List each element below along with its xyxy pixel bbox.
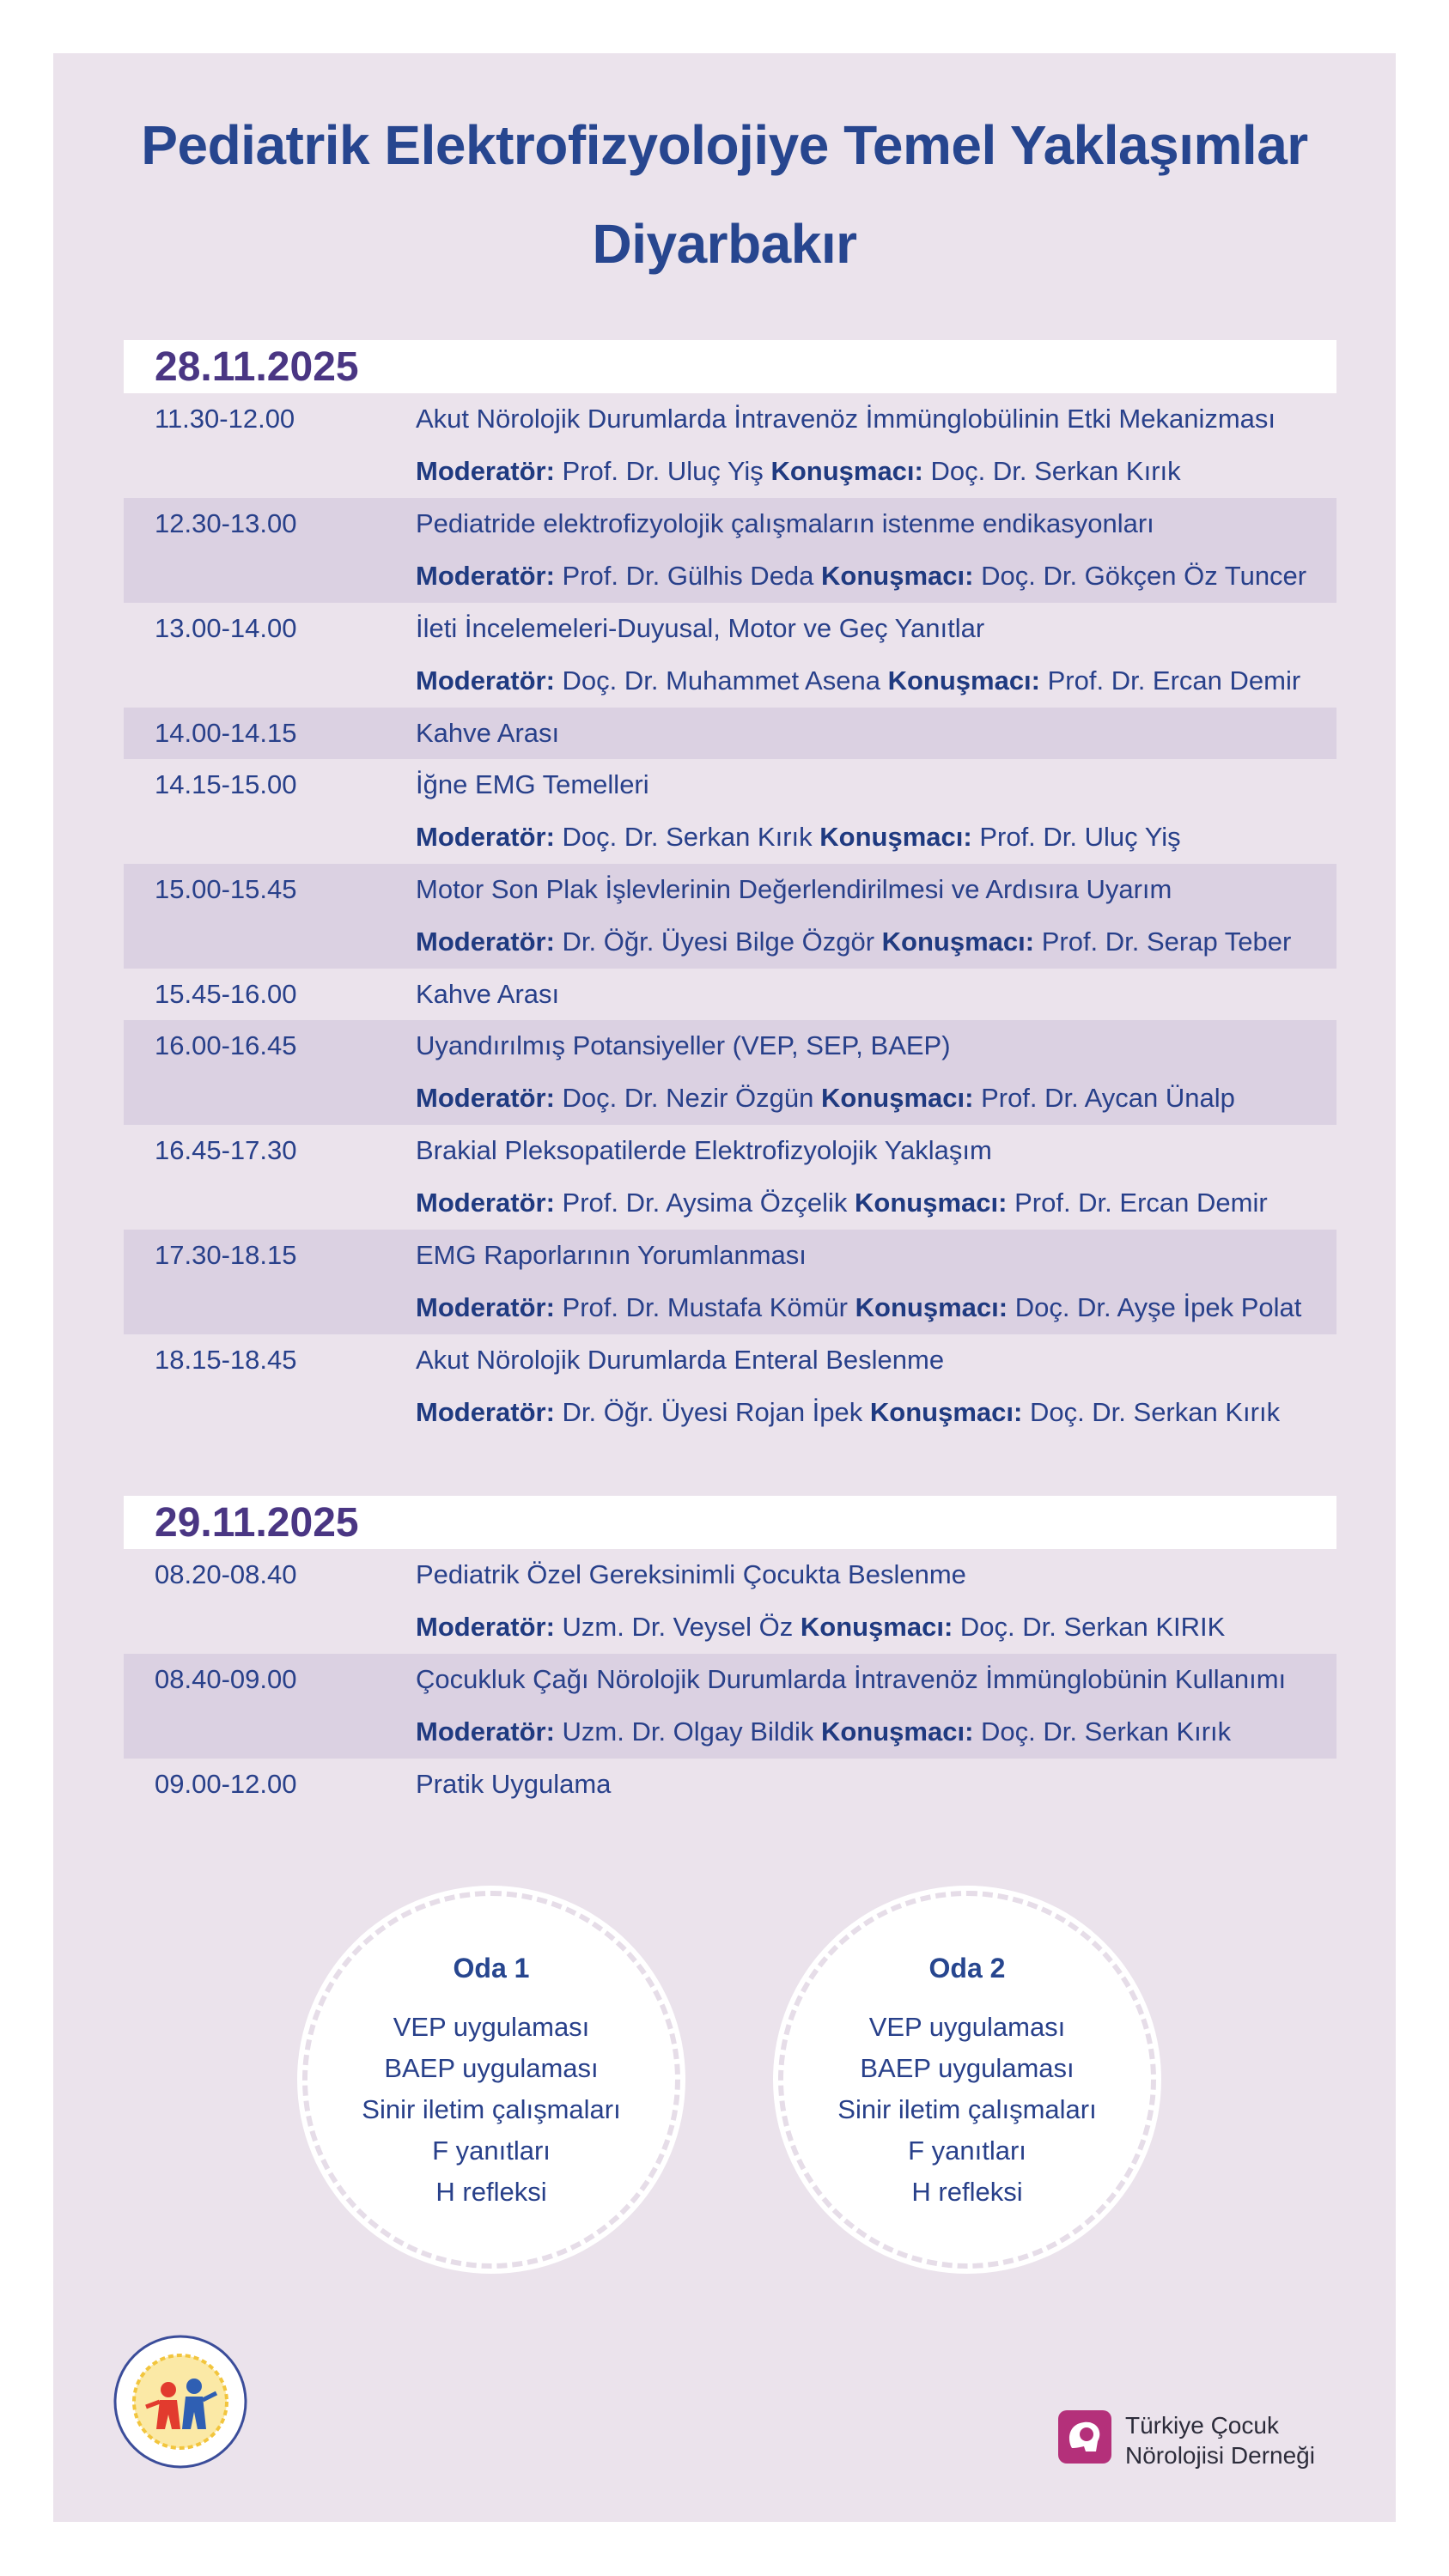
day-1-date: 28.11.2025 — [155, 344, 359, 390]
room-1-item: Sinir iletim çalışmaları — [362, 2094, 621, 2124]
speaker-label: Konuşmacı: — [770, 456, 923, 486]
day-1-schedule — [124, 340, 1336, 1439]
session-people — [416, 822, 1181, 853]
moderator-label: Moderatör: — [416, 822, 555, 852]
speaker-label: Konuşmacı: — [855, 1292, 1008, 1322]
session-time: 16.00-16.45 — [155, 1030, 297, 1060]
moderator-label: Moderatör: — [416, 456, 555, 486]
moderator-label: Moderatör: — [416, 1188, 555, 1218]
session-row — [124, 708, 1336, 759]
session-row — [124, 759, 1336, 864]
moderator-name: Prof. Dr. Uluç Yiş — [562, 456, 764, 486]
session-topic: Kahve Arası — [416, 979, 560, 1009]
session-topic: Akut Nörolojik Durumlarda Enteral Beslenme — [416, 1345, 945, 1375]
session-row — [124, 603, 1336, 708]
session-people — [416, 1612, 1225, 1643]
session-topic: Çocukluk Çağı Nörolojik Durumlarda İntravenöz İmmünglobünin Kullanımı — [416, 1664, 1287, 1694]
speaker-name: Prof. Dr. Uluç Yiş — [979, 822, 1181, 852]
room-2-item: F yanıtları — [908, 2136, 1026, 2166]
program-city: Diyarbakır — [592, 213, 857, 275]
session-topic: Akut Nörolojik Durumlarda İntravenöz İmmünglobülinin Etki Mekanizması — [416, 404, 1276, 434]
speaker-label: Konuşmacı: — [855, 1188, 1008, 1218]
speaker-name: Doç. Dr. Serkan Kırık — [930, 456, 1181, 486]
speaker-label: Konuşmacı: — [821, 1083, 974, 1113]
session-row — [124, 864, 1336, 969]
speaker-name: Doç. Dr. Serkan Kırık — [1029, 1397, 1281, 1427]
session-people — [416, 1397, 1280, 1428]
day-2-date-bar — [124, 1496, 1336, 1549]
room-1-item: BAEP uygulaması — [384, 2053, 599, 2083]
speaker-name: Doç. Dr. Gökçen Öz Tuncer — [981, 561, 1307, 591]
session-topic: İğne EMG Temelleri — [416, 769, 649, 799]
session-row — [124, 1654, 1336, 1759]
speaker-label: Konuşmacı: — [869, 1397, 1023, 1427]
room-1-item: F yanıtları — [432, 2136, 551, 2166]
session-topic: Brakial Pleksopatilerde Elektrofizyolojik Yaklaşım — [416, 1135, 992, 1165]
moderator-name: Dr. Öğr. Üyesi Bilge Özgör — [562, 927, 875, 957]
session-row — [124, 393, 1336, 498]
session-topic: Uyandırılmış Potansiyeller (VEP, SEP, BAEP) — [416, 1030, 951, 1060]
speaker-name: Prof. Dr. Ercan Demir — [1014, 1188, 1268, 1218]
session-time: 11.30-12.00 — [155, 404, 295, 434]
moderator-label: Moderatör: — [416, 1716, 555, 1747]
session-topic: Pediatrik Özel Gereksinimli Çocukta Beslenme — [416, 1559, 966, 1589]
session-row — [124, 1549, 1336, 1654]
room-1-item: VEP uygulaması — [393, 2012, 590, 2042]
turkiye-cocuk-norolojisi-logo — [1058, 2410, 1342, 2470]
dogu-pediatri-logo — [112, 2333, 249, 2470]
session-time: 08.20-08.40 — [155, 1559, 297, 1589]
room-2-item: Sinir iletim çalışmaları — [837, 2094, 1097, 2124]
session-people — [416, 1292, 1301, 1323]
speaker-label: Konuşmacı: — [887, 665, 1040, 696]
day-2-sessions — [124, 1549, 1336, 1810]
turkiye-cocuk-norolojisi-name — [1125, 2410, 1315, 2470]
speaker-label: Konuşmacı: — [819, 822, 972, 852]
moderator-label: Moderatör: — [416, 1397, 555, 1427]
moderator-label: Moderatör: — [416, 561, 555, 591]
session-topic: EMG Raporlarının Yorumlanması — [416, 1240, 807, 1270]
speaker-label: Konuşmacı: — [800, 1612, 953, 1642]
session-people — [416, 1716, 1231, 1747]
session-row — [124, 1125, 1336, 1230]
moderator-name: Dr. Öğr. Üyesi Rojan İpek — [562, 1397, 863, 1427]
session-topic: Pediatride elektrofizyolojik çalışmaların istenme endikasyonları — [416, 508, 1154, 538]
moderator-label: Moderatör: — [416, 665, 555, 696]
moderator-label: Moderatör: — [416, 1612, 555, 1642]
session-time: 08.40-09.00 — [155, 1664, 297, 1694]
session-people — [416, 927, 1291, 957]
speaker-name: Doç. Dr. Ayşe İpek Polat — [1014, 1292, 1302, 1322]
session-time: 16.45-17.30 — [155, 1135, 297, 1165]
moderator-name: Prof. Dr. Gülhis Deda — [562, 561, 814, 591]
speaker-name: Doç. Dr. Serkan Kırık — [981, 1716, 1232, 1747]
speaker-name: Prof. Dr. Ercan Demir — [1047, 665, 1301, 696]
session-time: 18.15-18.45 — [155, 1345, 297, 1375]
room-2-title: Oda 2 — [928, 1953, 1006, 1984]
session-row — [124, 498, 1336, 603]
day-1-sessions — [124, 393, 1336, 1439]
session-time: 09.00-12.00 — [155, 1769, 297, 1799]
session-time: 14.15-15.00 — [155, 769, 297, 799]
session-topic: Motor Son Plak İşlevlerinin Değerlendirilmesi ve Ardısıra Uyarım — [416, 874, 1172, 904]
session-people — [416, 665, 1300, 696]
moderator-label: Moderatör: — [416, 1292, 555, 1322]
room-2-list — [783, 2007, 1151, 2213]
session-topic: İleti İncelemeleri-Duyusal, Motor ve Geç Yanıtlar — [416, 613, 985, 643]
speaker-label: Konuşmacı: — [820, 1716, 974, 1747]
session-topic: Pratik Uygulama — [416, 1769, 612, 1799]
program-title: Pediatrik Elektrofizyolojiye Temel Yaklaşımlar — [141, 114, 1308, 176]
session-row — [124, 1020, 1336, 1125]
session-time: 13.00-14.00 — [155, 613, 297, 643]
session-people — [416, 561, 1306, 592]
speaker-name: Prof. Dr. Serap Teber — [1041, 927, 1292, 957]
moderator-label: Moderatör: — [416, 1083, 555, 1113]
room-2-item: VEP uygulaması — [868, 2012, 1066, 2042]
day-1-date-bar — [124, 340, 1336, 393]
room-1-list — [307, 2007, 675, 2213]
program-poster — [53, 53, 1396, 2522]
session-people — [416, 1083, 1235, 1114]
moderator-name: Doç. Dr. Muhammet Asena — [562, 665, 880, 696]
session-row — [124, 1759, 1336, 1810]
session-time: 14.00-14.15 — [155, 718, 297, 748]
session-time: 15.45-16.00 — [155, 979, 297, 1009]
moderator-name: Uzm. Dr. Veysel Öz — [562, 1612, 794, 1642]
head-brain-icon — [1058, 2410, 1111, 2464]
brand-line-1: Türkiye Çocuk — [1125, 2412, 1279, 2439]
moderator-name: Prof. Dr. Mustafa Kömür — [562, 1292, 849, 1322]
day-2-schedule — [124, 1496, 1336, 1810]
room-2-circle — [778, 1891, 1156, 2269]
moderator-label: Moderatör: — [416, 927, 555, 957]
session-row — [124, 1334, 1336, 1439]
room-1-title: Oda 1 — [453, 1953, 530, 1984]
session-people — [416, 456, 1181, 487]
session-time: 17.30-18.15 — [155, 1240, 297, 1270]
speaker-name: Prof. Dr. Aycan Ünalp — [981, 1083, 1235, 1113]
room-1-item: H refleksi — [435, 2177, 547, 2207]
day-2-date: 29.11.2025 — [155, 1500, 359, 1546]
session-row — [124, 1230, 1336, 1334]
moderator-name: Doç. Dr. Nezir Özgün — [562, 1083, 814, 1113]
brand-line-2: Nörolojisi Derneği — [1125, 2442, 1315, 2469]
moderator-name: Doç. Dr. Serkan Kırık — [562, 822, 813, 852]
session-people — [416, 1188, 1268, 1218]
moderator-name: Uzm. Dr. Olgay Bildik — [562, 1716, 814, 1747]
speaker-label: Konuşmacı: — [821, 561, 974, 591]
speaker-name: Doç. Dr. Serkan KIRIK — [959, 1612, 1226, 1642]
dogu-pediatri-emblem-icon — [112, 2333, 249, 2470]
session-time: 15.00-15.45 — [155, 874, 297, 904]
session-topic: Kahve Arası — [416, 718, 560, 748]
moderator-name: Prof. Dr. Aysima Özçelik — [562, 1188, 848, 1218]
speaker-label: Konuşmacı: — [881, 927, 1035, 957]
session-row — [124, 969, 1336, 1020]
room-2-item: BAEP uygulaması — [860, 2053, 1075, 2083]
session-time: 12.30-13.00 — [155, 508, 297, 538]
room-1-circle — [302, 1891, 680, 2269]
room-2-item: H refleksi — [911, 2177, 1023, 2207]
